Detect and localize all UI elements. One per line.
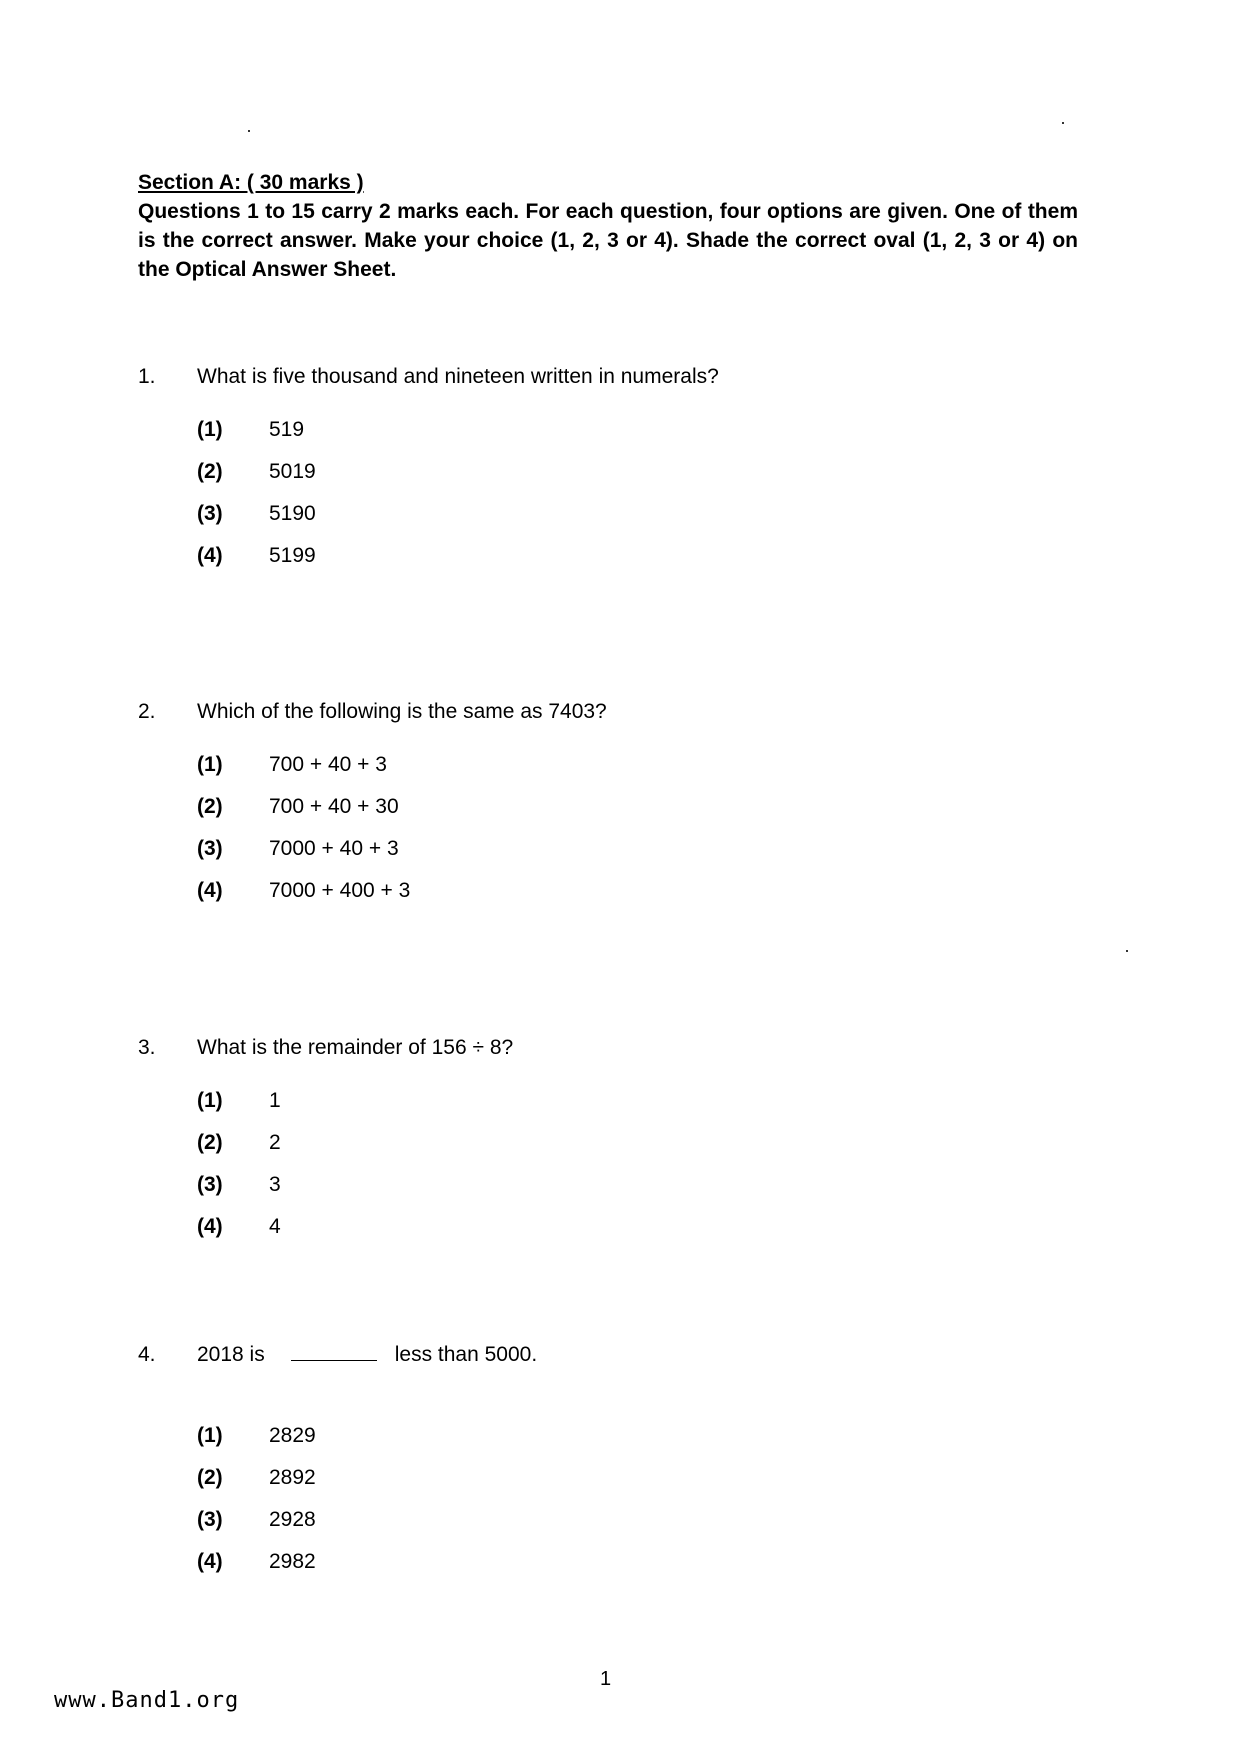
option-label: (1) [197, 1424, 223, 1447]
question-text-after: less than 5000. [394, 1343, 538, 1366]
question-4 [138, 1342, 1038, 1573]
option-value: 2829 [269, 1424, 316, 1447]
options-list [197, 1089, 281, 1257]
question-3 [138, 1036, 1038, 1238]
option-3 [197, 502, 316, 544]
option-label: (3) [197, 502, 223, 525]
question-text-before: 2018 is [197, 1343, 265, 1366]
option-3 [197, 1508, 316, 1550]
scan-speck [248, 130, 250, 132]
scan-speck [1062, 122, 1064, 124]
option-1 [197, 1089, 281, 1131]
option-value: 5190 [269, 502, 316, 525]
option-value: 7000 + 40 + 3 [269, 837, 399, 860]
option-value: 3 [269, 1173, 281, 1196]
option-4 [197, 1215, 281, 1257]
option-label: (3) [197, 1173, 223, 1196]
option-label: (2) [197, 1466, 223, 1489]
option-2 [197, 460, 316, 502]
question-text: What is the remainder of 156 ÷ 8? [197, 1036, 514, 1059]
option-label: (4) [197, 1215, 223, 1238]
option-label: (1) [197, 1089, 223, 1112]
option-4 [197, 1550, 316, 1592]
option-1 [197, 753, 410, 795]
answer-blank [291, 1342, 377, 1361]
question-number: 1. [138, 365, 156, 388]
question-2 [138, 700, 1038, 902]
option-value: 5199 [269, 544, 316, 567]
option-3 [197, 837, 410, 879]
option-1 [197, 1424, 316, 1466]
option-1 [197, 418, 316, 460]
question-1 [138, 365, 1038, 567]
question-text: Which of the following is the same as 7403? [197, 700, 607, 723]
option-value: 700 + 40 + 30 [269, 795, 399, 818]
option-value: 700 + 40 + 3 [269, 753, 387, 776]
option-4 [197, 544, 316, 586]
question-number: 3. [138, 1036, 156, 1059]
section-instructions: Questions 1 to 15 carry 2 marks each. For each question, four options are given. One of them is the correct answer. Make your choice (1, 2, 3 or 4). Shade the correct oval (1, 2, 3 or 4) on the Optical Answer Sheet. [138, 200, 1078, 281]
option-2 [197, 1131, 281, 1173]
option-value: 519 [269, 418, 305, 441]
option-3 [197, 1173, 281, 1215]
option-value: 2928 [269, 1508, 316, 1531]
page-number: 1 [600, 1668, 612, 1690]
option-value: 1 [269, 1089, 281, 1112]
option-label: (2) [197, 460, 223, 483]
option-label: (1) [197, 418, 223, 441]
options-list [197, 1424, 316, 1592]
option-label: (4) [197, 544, 223, 567]
option-value: 5019 [269, 460, 316, 483]
option-2 [197, 795, 410, 837]
scan-speck [1126, 950, 1128, 952]
option-value: 2 [269, 1131, 281, 1154]
question-number: 4. [138, 1343, 156, 1366]
option-2 [197, 1466, 316, 1508]
options-list [197, 753, 410, 921]
question-text: What is five thousand and nineteen written in numerals? [197, 365, 719, 388]
option-value: 2982 [269, 1550, 316, 1573]
option-value: 4 [269, 1215, 281, 1238]
option-label: (3) [197, 837, 223, 860]
option-4 [197, 879, 410, 921]
section-title: Section A: ( 30 marks ) [138, 171, 364, 194]
options-list [197, 418, 316, 586]
option-value: 7000 + 400 + 3 [269, 879, 411, 902]
option-label: (3) [197, 1508, 223, 1531]
option-label: (4) [197, 1550, 223, 1573]
option-label: (4) [197, 879, 223, 902]
option-label: (1) [197, 753, 223, 776]
option-label: (2) [197, 1131, 223, 1154]
section-header [138, 168, 1078, 284]
option-value: 2892 [269, 1466, 316, 1489]
footer-url: www.Band1.org [54, 1688, 240, 1713]
question-number: 2. [138, 700, 156, 723]
option-label: (2) [197, 795, 223, 818]
question-text [197, 1342, 537, 1367]
